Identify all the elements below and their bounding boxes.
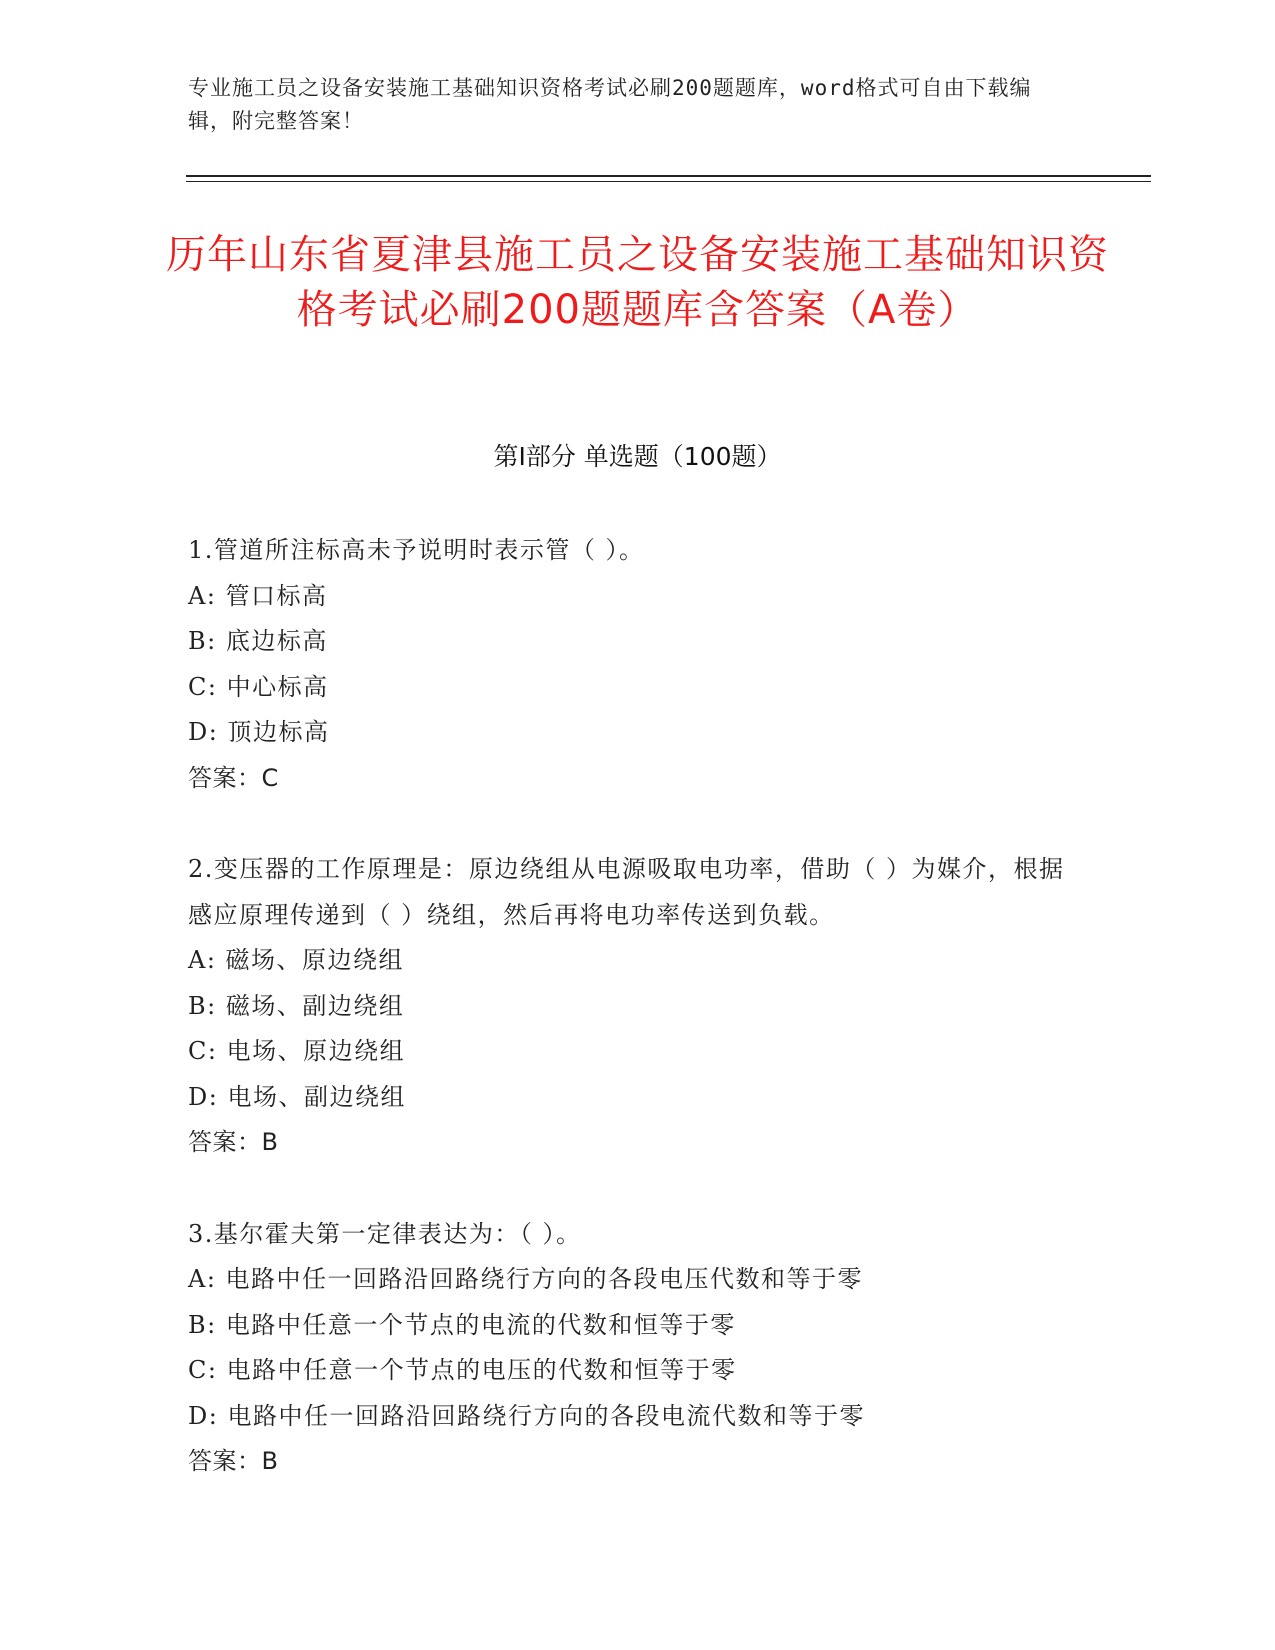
answer-line: 答案：B bbox=[188, 1128, 279, 1156]
section-title: 第I部分 单选题（100题） bbox=[493, 442, 782, 471]
option-d: D: 顶边标高 bbox=[188, 718, 330, 746]
answer-line: 答案：B bbox=[188, 1447, 279, 1475]
question-stem: 2.变压器的工作原理是：原边绕组从电源吸取电功率，借助（ ）为媒介，根据感应原理传递到（ ）绕组，然后再将电功率传送到负载。 bbox=[188, 855, 1065, 929]
header-divider-thick bbox=[186, 175, 1151, 177]
option-d: D: 电路中任一回路沿回路绕行方向的各段电流代数和等于零 bbox=[188, 1401, 865, 1430]
option-d: D: 电场、副边绕组 bbox=[188, 1082, 406, 1111]
option-b: B: 底边标高 bbox=[188, 627, 328, 655]
answer-line: 答案：C bbox=[188, 763, 279, 792]
option-a: A: 磁场、原边绕组 bbox=[188, 946, 405, 974]
question-3 bbox=[188, 1212, 1088, 1485]
option-c: C: 中心标高 bbox=[188, 672, 329, 701]
header-divider-thin bbox=[186, 181, 1151, 182]
question-2 bbox=[188, 847, 1088, 1166]
question-list bbox=[188, 528, 1088, 1531]
document-title: 历年山东省夏津县施工员之设备安装施工基础知识资格考试必刷200题题库含答案（A卷） bbox=[166, 232, 1109, 333]
option-a: A: 管口标高 bbox=[188, 581, 328, 610]
question-stem: 3.基尔霍夫第一定律表达为：（ ）。 bbox=[188, 1219, 582, 1248]
option-b: B: 磁场、副边绕组 bbox=[188, 991, 405, 1020]
question-stem: 1.管道所注标高未予说明时表示管（ ）。 bbox=[188, 536, 645, 564]
page-header-note: 专业施工员之设备安装施工基础知识资格考试必刷200题题库，word格式可自由下载编辑，附完整答案！ bbox=[188, 76, 1032, 133]
option-b: B: 电路中任意一个节点的电流的代数和恒等于零 bbox=[188, 1310, 736, 1339]
question-1 bbox=[188, 528, 1088, 801]
option-a: A: 电路中任一回路沿回路绕行方向的各段电压代数和等于零 bbox=[188, 1265, 864, 1293]
option-c: C: 电场、原边绕组 bbox=[188, 1037, 406, 1065]
option-c: C: 电路中任意一个节点的电压的代数和恒等于零 bbox=[188, 1356, 737, 1384]
